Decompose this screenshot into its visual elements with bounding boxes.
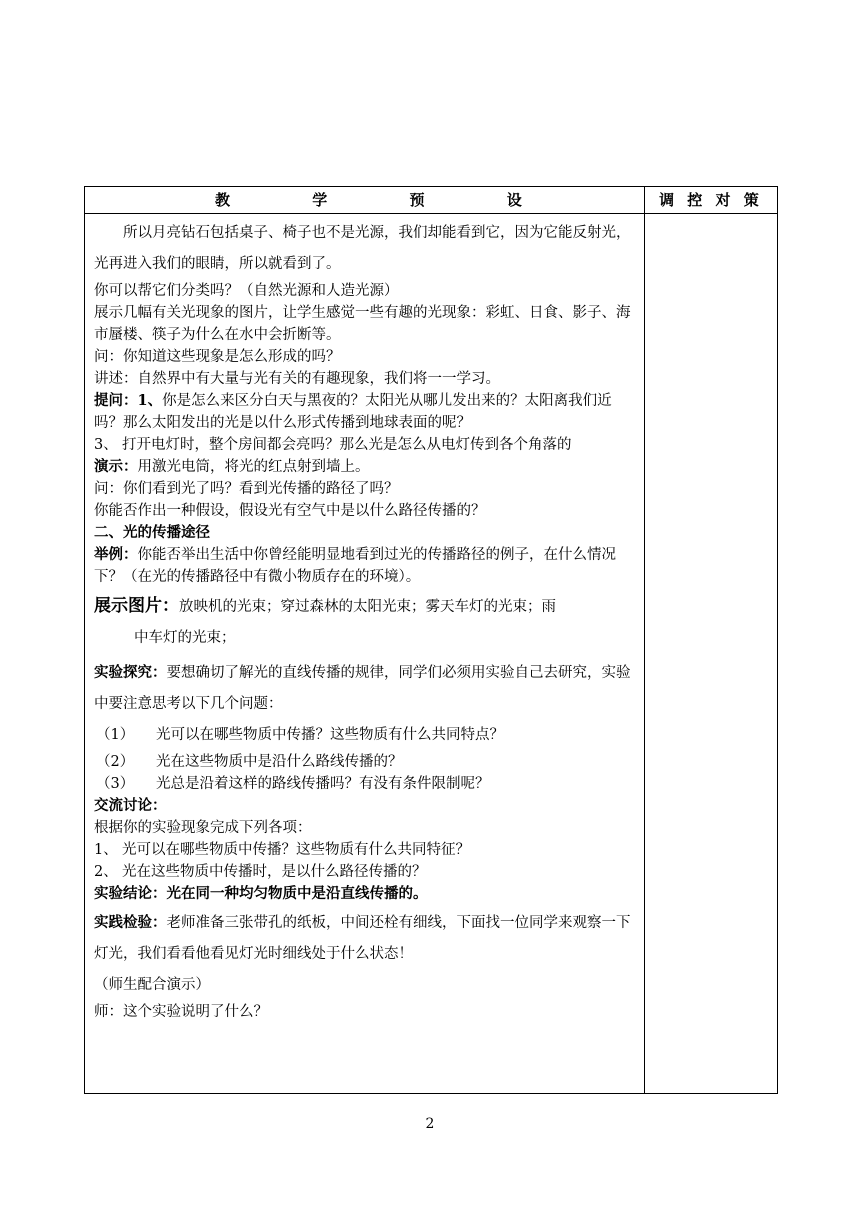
conclusion-label: 实验结论： xyxy=(94,885,167,902)
question-text: 光可以在哪些物质中传播？这些物质有什么共同特点？ xyxy=(156,727,504,743)
demo-text: 用激光电筒，将光的红点射到墙上。 xyxy=(137,459,370,475)
practice-label: 实践检验： xyxy=(94,914,167,931)
lesson-plan-table xyxy=(84,186,778,1094)
experiment-text: 要想确切了解光的直线传播的规律，同学们必须用实验自己去研究，实验中要注意思考以下几个问题： xyxy=(94,665,631,712)
example-paragraph xyxy=(94,544,636,588)
paragraph: 根据你的实验现象完成下列各项： xyxy=(94,820,312,836)
paragraph: 问：你们看到光了吗？看到光传播的路径了吗？ xyxy=(94,481,399,497)
practice-paragraph xyxy=(94,907,636,970)
paragraph: 你能否作出一种假设，假设光有空气中是以什么路径传播的？ xyxy=(94,503,486,519)
question-number: （1） xyxy=(96,727,135,743)
header-control-label: 调 控 对 策 xyxy=(659,191,763,209)
section-heading: 二、光的传播途径 xyxy=(94,524,210,541)
item-number: 1、 xyxy=(94,842,118,858)
control-strategy-cell xyxy=(644,214,777,1094)
teaching-content-cell xyxy=(85,214,645,1094)
page-number: 2 xyxy=(425,1116,435,1132)
example-text: 你能否举出生活中你曾经能明显地看到过光的传播路径的例子，在什么情况下？（在光的传播路径中有微小物质存在的环境）。 xyxy=(94,547,616,585)
table-body-row xyxy=(85,214,778,1094)
header-char: 学 xyxy=(312,191,328,209)
question-label: 提问：1、 xyxy=(94,392,163,409)
show-pictures-continued: 中车灯的光束； xyxy=(134,630,236,646)
table-header-row xyxy=(85,187,778,214)
paragraph: 讲述：自然界中有大量与光有关的有趣现象，我们将一一学习。 xyxy=(94,371,500,387)
conclusion-paragraph xyxy=(94,883,636,905)
item-number: 2、 xyxy=(94,864,118,880)
discussion-item-1 xyxy=(94,839,636,861)
question-3-number: 3、 xyxy=(94,437,118,453)
discussion-item-2 xyxy=(94,861,636,883)
example-label: 举例： xyxy=(94,546,138,563)
paragraph: 你可以帮它们分类吗？（自然光源和人造光源） xyxy=(94,283,399,299)
question-number: （2） xyxy=(96,754,135,770)
question-number: （3） xyxy=(96,776,135,792)
paragraph: 问：你知道这些现象是怎么形成的吗？ xyxy=(94,349,341,365)
header-char: 教 xyxy=(215,191,231,209)
question-text: 光总是沿着这样的路线传播吗？有没有条件限制呢？ xyxy=(156,776,490,792)
paragraph: （师生配合演示） xyxy=(94,977,210,993)
show-pictures-label: 展示图片： xyxy=(94,596,179,616)
experiment-label: 实验探究： xyxy=(94,664,167,681)
question-3 xyxy=(94,434,636,456)
experiment-question-1 xyxy=(94,720,636,751)
header-char: 设 xyxy=(506,191,522,209)
header-control-strategy xyxy=(644,187,777,214)
header-char: 预 xyxy=(409,191,425,209)
question-text: 光在这些物质中是沿什么路线传播的？ xyxy=(156,754,403,770)
experiment-question-2 xyxy=(94,751,636,773)
experiment-question-3 xyxy=(94,773,636,795)
question-paragraph xyxy=(94,390,636,434)
show-pictures-text: 放映机的光束；穿过森林的太阳光束；雾天车灯的光束；雨 xyxy=(179,599,556,615)
discussion-heading: 交流讨论： xyxy=(94,797,167,814)
practice-text: 老师准备三张带孔的纸板，中间还栓有细线，下面找一位同学来观察一下灯光，我们看看他看见灯光时细线处于什么状态！ xyxy=(94,915,631,962)
item-text: 光可以在哪些物质中传播？这些物质有什么共同特征？ xyxy=(122,842,470,858)
header-teaching-plan xyxy=(85,187,645,214)
paragraph: 师：这个实验说明了什么？ xyxy=(94,1004,268,1020)
item-text: 光在这些物质中传播时，是以什么路径传播的？ xyxy=(122,864,427,880)
conclusion-text: 光在同一种均匀物质中是沿直线传播的。 xyxy=(166,885,428,902)
demo-paragraph xyxy=(94,456,636,478)
paragraph: 展示几幅有关光现象的图片，让学生感觉一些有趣的光现象：彩虹、日食、影子、海市蜃楼、筷子为什么在水中会折断等。 xyxy=(94,305,631,343)
paragraph: 所以月亮钻石包括桌子、椅子也不是光源，我们却能看到它，因为它能反射光，光再进入我们的眼睛，所以就看到了。 xyxy=(94,225,631,272)
demo-label: 演示： xyxy=(94,458,138,475)
show-pictures-paragraph xyxy=(94,591,636,623)
question-3-text: 打开电灯时，整个房间都会亮吗？那么光是怎么从电灯传到各个角落的 xyxy=(122,437,572,453)
question-text: 你是怎么来区分白天与黑夜的？太阳光从哪儿发出来的？太阳离我们近吗？那么太阳发出的光是以什么形式传播到地球表面的呢？ xyxy=(94,393,612,431)
experiment-paragraph xyxy=(94,657,636,720)
